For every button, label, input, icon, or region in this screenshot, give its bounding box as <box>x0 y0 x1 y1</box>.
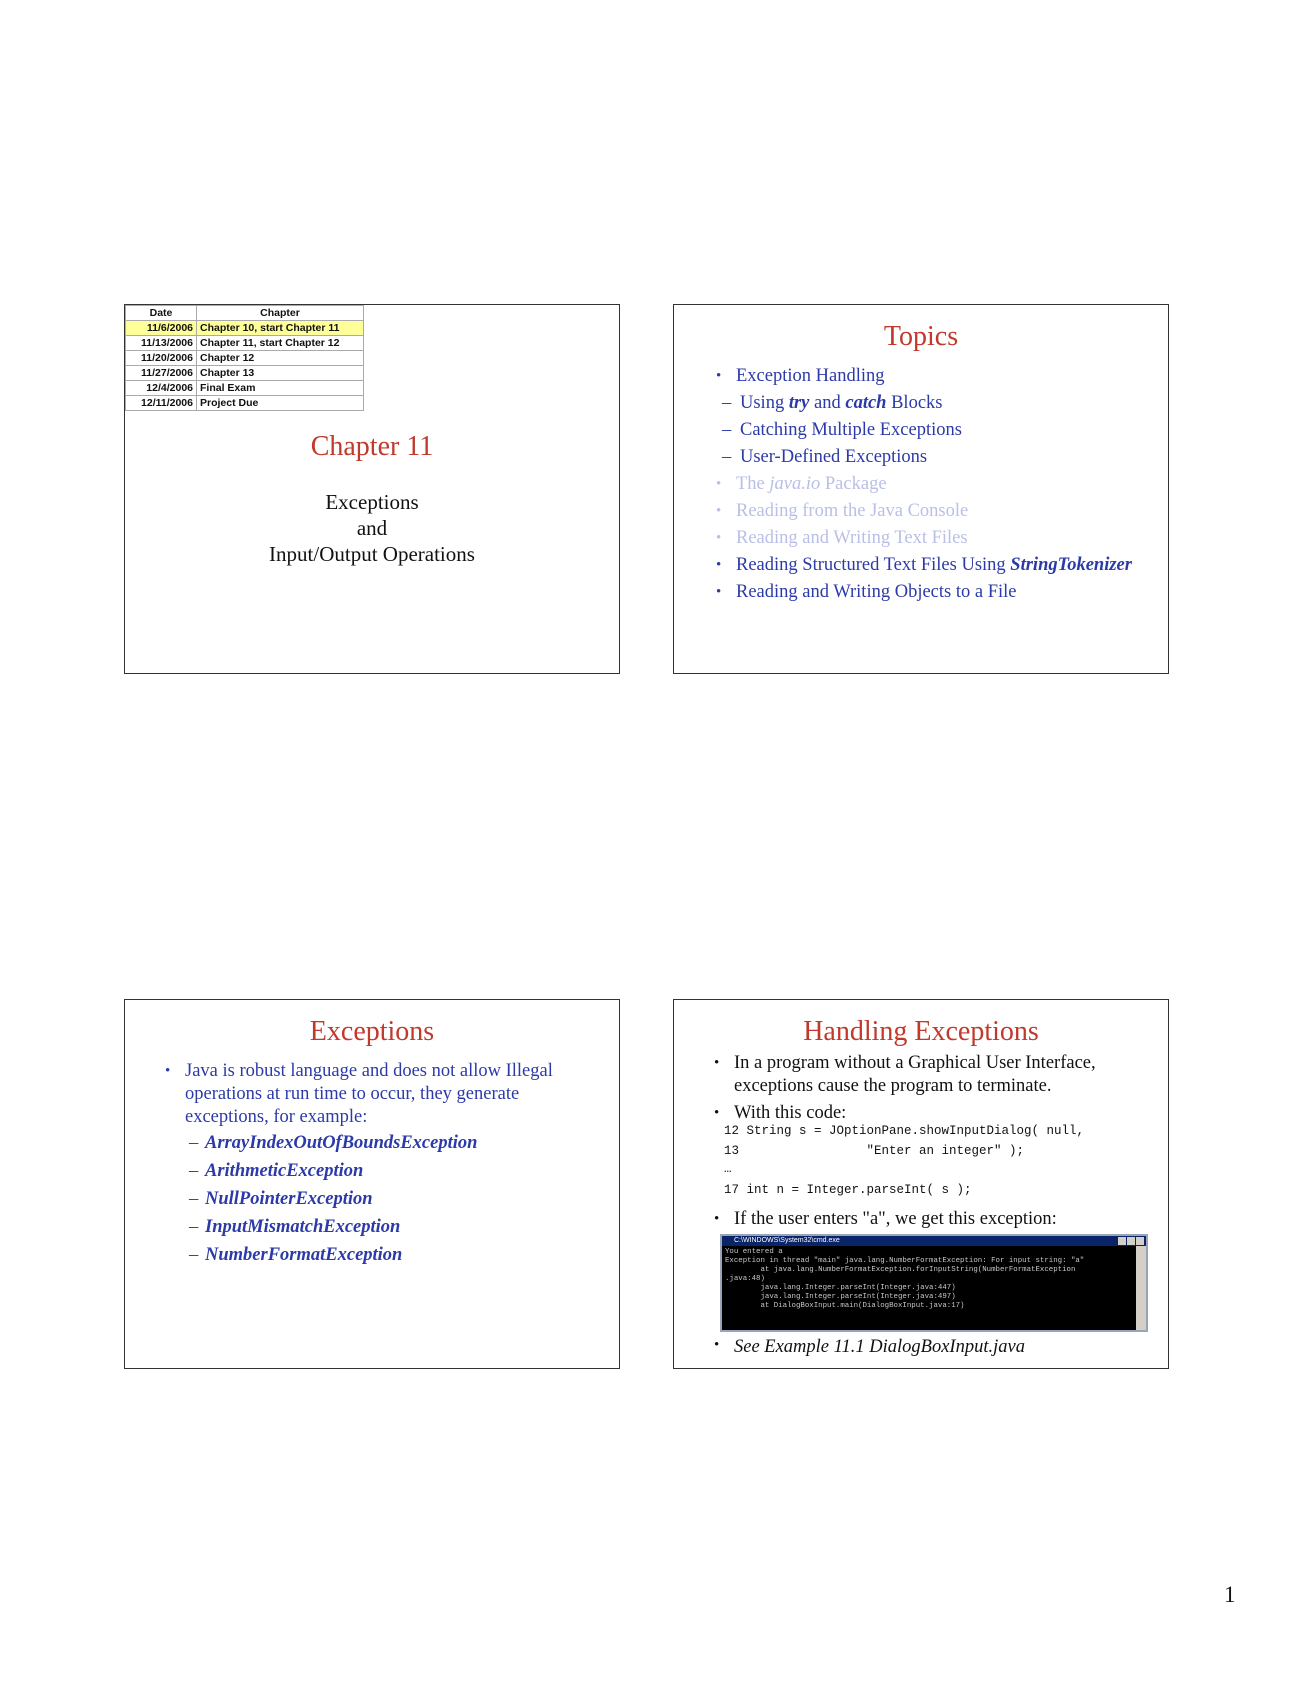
table-row <box>126 381 364 396</box>
item-text: If the user enters "a", we get this exception: <box>734 1209 1057 1229</box>
schedule-header-row <box>126 306 364 321</box>
list-item <box>716 498 1160 525</box>
subtitle-line: Exceptions <box>325 490 419 514</box>
list-item <box>714 1208 1158 1231</box>
handling-list-2 <box>714 1208 1158 1231</box>
chapter-header: Chapter <box>197 306 364 321</box>
list-item <box>716 390 1160 417</box>
intro-text: • Java is robust language and does not allow Illegal operations at run time to occur, they generate exceptions, for example: <box>165 1060 599 1129</box>
chapter-title: Chapter 11 <box>310 431 434 462</box>
page-number: 1 <box>1224 1582 1236 1607</box>
table-row <box>126 336 364 351</box>
maximize-icon <box>1127 1237 1135 1245</box>
list-item <box>716 525 1160 552</box>
list-item: – ArrayIndexOutOfBoundsException <box>165 1129 599 1157</box>
row-chapter: Chapter 10, start Chapter 11 <box>197 321 364 336</box>
item-text: Using <box>740 393 789 413</box>
item-text: User-Defined Exceptions <box>740 447 928 467</box>
subtitle-line: Input/Output Operations <box>269 542 475 566</box>
row-date: 12/11/2006 <box>126 396 197 411</box>
console-line: .java:48) <box>725 1275 765 1283</box>
item-text: Reading Structured Text Files Using <box>736 555 1011 575</box>
list-item: – ArithmeticException <box>165 1157 599 1185</box>
schedule-table <box>125 305 364 411</box>
list-item <box>716 552 1160 579</box>
exceptions-list <box>165 1060 599 1269</box>
table-row <box>126 396 364 411</box>
console-line: java.lang.Integer.parseInt(Integer.java:447) <box>725 1284 956 1292</box>
table-row <box>126 366 364 381</box>
keyword-try: try <box>788 393 810 413</box>
keyword-catch: catch <box>845 393 887 413</box>
row-chapter: Chapter 11, start Chapter 12 <box>197 336 364 351</box>
row-date: 11/27/2006 <box>126 366 197 381</box>
item-text: and <box>809 393 846 413</box>
console-line: You entered a <box>725 1248 783 1256</box>
minimize-icon <box>1118 1237 1126 1245</box>
row-date: 11/6/2006 <box>126 321 197 336</box>
item-text: Blocks <box>886 393 943 413</box>
list-item: – InputMismatchException <box>165 1213 599 1241</box>
list-item: • With this code: <box>714 1102 1158 1125</box>
see-example: • See Example 11.1 DialogBoxInput.java <box>714 1337 1025 1358</box>
handling-list <box>714 1052 1158 1125</box>
row-chapter: Chapter 13 <box>197 366 364 381</box>
row-date: 11/20/2006 <box>126 351 197 366</box>
item-text: Exception Handling <box>736 366 885 386</box>
list-item <box>716 471 1160 498</box>
console-titlebar <box>722 1236 1146 1246</box>
list-item: – NullPointerException <box>165 1185 599 1213</box>
console-title: C:\WINDOWS\System32\cmd.exe <box>734 1237 840 1244</box>
item-text: Reading and Writing Text Files <box>736 528 968 548</box>
item-text: Reading from the Java Console <box>736 501 969 521</box>
row-chapter: Chapter 12 <box>197 351 364 366</box>
code-line: 12 String s = JOptionPane.showInputDialog( null, <box>724 1124 1085 1138</box>
list-item <box>716 363 1160 390</box>
subtitle-line: and <box>356 516 388 540</box>
slide-chapter-title <box>124 304 620 674</box>
window-buttons <box>1118 1237 1144 1245</box>
list-item <box>716 417 1160 444</box>
code-line: … <box>724 1162 732 1176</box>
list-item: • In a program without a Graphical User Interface, exceptions cause the program to terminate. <box>714 1052 1158 1098</box>
row-date: 12/4/2006 <box>126 381 197 396</box>
list-item: – NumberFormatException <box>165 1241 599 1269</box>
item-text: The <box>736 474 770 494</box>
item-text: Reading and Writing Objects to a File <box>736 582 1017 602</box>
console-line: at DialogBoxInput.main(DialogBoxInput.java:17) <box>725 1302 965 1310</box>
code-line: 13 "Enter an integer" ); <box>724 1144 1025 1158</box>
console-output <box>722 1246 1146 1311</box>
code-line: 17 int n = Integer.parseInt( s ); <box>724 1183 972 1197</box>
item-text: Catching Multiple Exceptions <box>740 420 962 440</box>
close-icon <box>1136 1237 1144 1245</box>
console-line: at java.lang.NumberFormatException.forInputString(NumberFormatException <box>725 1266 1076 1274</box>
class-name: StringTokenizer <box>1010 555 1132 575</box>
console-scrollbar <box>1136 1246 1146 1330</box>
row-date: 11/13/2006 <box>126 336 197 351</box>
package-name: java.io <box>769 474 821 494</box>
slide-handling-exceptions <box>673 999 1169 1369</box>
console-line: java.lang.Integer.parseInt(Integer.java:497) <box>725 1293 956 1301</box>
slide-title: Exceptions <box>309 1016 435 1047</box>
list-item <box>716 444 1160 471</box>
table-row <box>126 351 364 366</box>
slide-topics <box>673 304 1169 674</box>
chapter-subtitle <box>125 489 619 567</box>
slide-title: Topics <box>883 321 959 352</box>
slide-exceptions <box>124 999 620 1369</box>
table-row <box>126 321 364 336</box>
console-window <box>720 1234 1148 1332</box>
slide-title: Handling Exceptions <box>803 1016 1039 1047</box>
list-item <box>716 579 1160 606</box>
console-line: Exception in thread "main" java.lang.NumberFormatException: For input string: "a" <box>725 1257 1085 1265</box>
bullet-icon: • <box>714 1211 720 1227</box>
row-chapter: Project Due <box>197 396 364 411</box>
date-header: Date <box>126 306 197 321</box>
row-chapter: Final Exam <box>197 381 364 396</box>
item-text: Package <box>820 474 887 494</box>
topics-list <box>716 363 1160 606</box>
